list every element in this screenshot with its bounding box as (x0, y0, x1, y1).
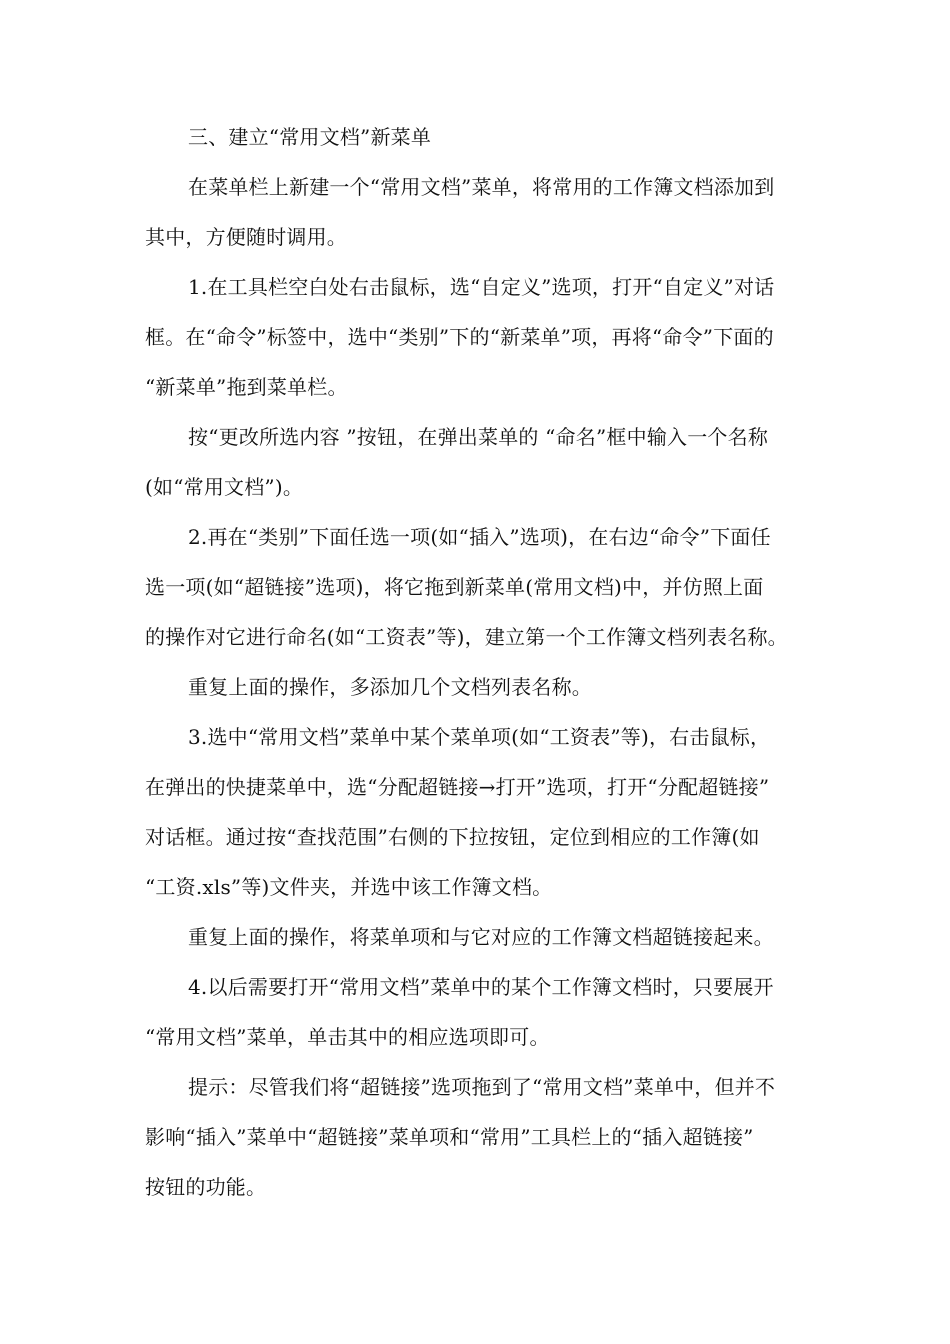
tip-line: 提示：尽管我们将“超链接”选项拖到了“常用文档”菜单中，但并不 (188, 1075, 776, 1099)
paragraph-line: 其中，方便随时调用。 (145, 225, 347, 249)
paragraph-line: 在菜单栏上新建一个“常用文档”菜单，将常用的工作簿文档添加到 (188, 175, 775, 199)
paragraph-line: “工资.xls”等)文件夹，并选中该工作簿文档。 (145, 875, 553, 899)
step-1-line: 1.在工具栏空白处右击鼠标，选“自定义”选项，打开“自定义”对话 (188, 275, 775, 299)
paragraph-line: (如“常用文档”)。 (145, 475, 304, 499)
section-heading: 三、建立“常用文档”新菜单 (188, 125, 432, 149)
step-4-line: 4.以后需要打开“常用文档”菜单中的某个工作簿文档时，只要展开 (188, 975, 774, 999)
paragraph-line: “常用文档”菜单，单击其中的相应选项即可。 (145, 1025, 550, 1049)
paragraph-line: 影响“插入”菜单中“超链接”菜单项和“常用”工具栏上的“插入超链接” (145, 1125, 754, 1149)
step-2-line: 2.再在“类别”下面任选一项(如“插入”选项)，在右边“命令”下面任 (188, 525, 771, 549)
paragraph-line: 对话框。通过按“查找范围”右侧的下拉按钮，定位到相应的工作簿(如 (145, 825, 760, 849)
paragraph-line: 重复上面的操作，多添加几个文档列表名称。 (188, 675, 592, 699)
paragraph-line: 按钮的功能。 (145, 1175, 267, 1199)
paragraph-line: 按“更改所选内容 ”按钮，在弹出菜单的 “命名”框中输入一个名称 (188, 425, 769, 449)
paragraph-line: 的操作对它进行命名(如“工资表”等)，建立第一个工作簿文档列表名称。 (145, 625, 788, 649)
paragraph-line: “新菜单”拖到菜单栏。 (145, 375, 348, 399)
paragraph-line: 框。在“命令”标签中，选中“类别”下的“新菜单”项，再将“命令”下面的 (145, 325, 774, 349)
paragraph-line: 重复上面的操作，将菜单项和与它对应的工作簿文档超链接起来。 (188, 925, 774, 949)
paragraph-line: 在弹出的快捷菜单中，选“分配超链接→打开”选项，打开“分配超链接” (145, 775, 770, 799)
step-3-line: 3.选中“常用文档”菜单中某个菜单项(如“工资表”等)，右击鼠标， (188, 725, 771, 749)
paragraph-line: 选一项(如“超链接”选项)，将它拖到新菜单(常用文档)中，并仿照上面 (145, 575, 764, 599)
